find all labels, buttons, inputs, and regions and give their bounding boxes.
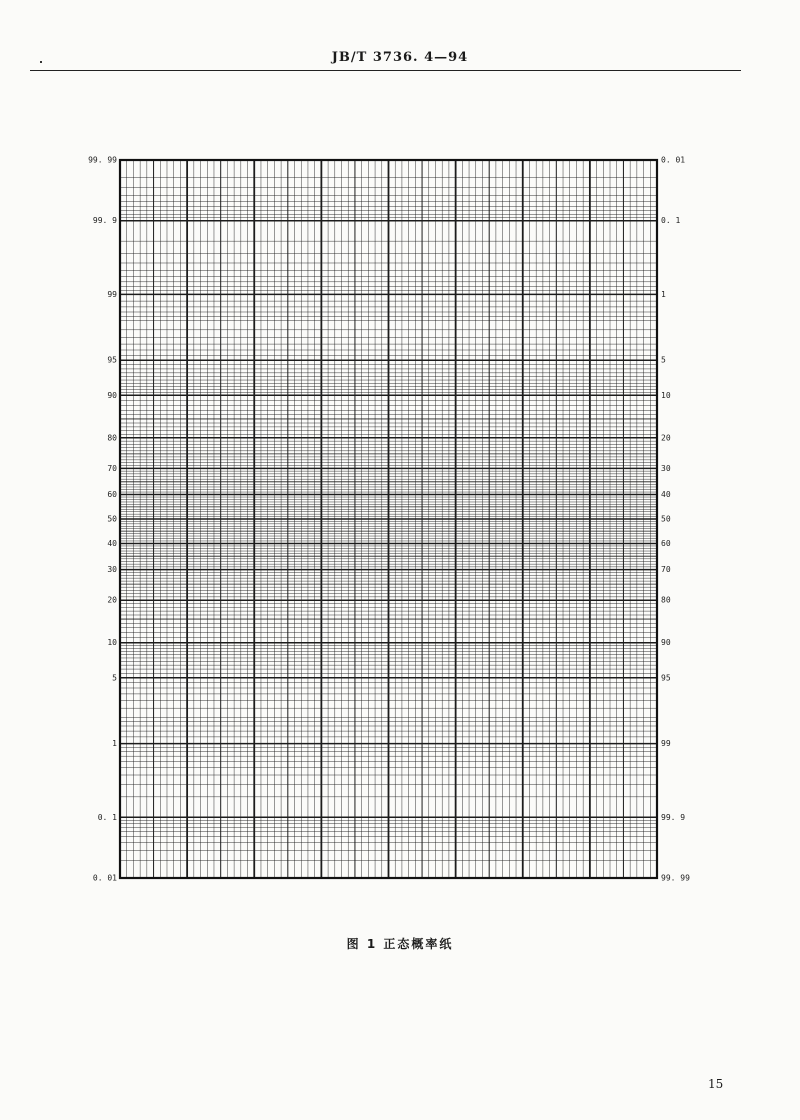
- left-axis-label: 99. 9: [92, 216, 117, 226]
- left-axis-label: 80: [107, 433, 117, 443]
- right-axis-labels: [661, 156, 690, 883]
- right-axis-label: 0. 01: [661, 155, 686, 165]
- left-axis-label: 40: [107, 538, 117, 548]
- left-axis-label: 0. 1: [97, 812, 117, 822]
- left-axis-label: 90: [107, 390, 117, 400]
- right-axis-label: 20: [661, 433, 671, 443]
- right-axis-label: 30: [661, 463, 671, 473]
- left-axis-label: 99: [107, 289, 117, 299]
- left-axis-label: 99. 99: [88, 155, 117, 165]
- standard-code-header: JB/T 3736. 4—94: [331, 50, 469, 65]
- right-axis-label: 10: [661, 390, 671, 400]
- page-number: 15: [708, 1077, 724, 1091]
- left-axis-label: 20: [107, 595, 117, 605]
- left-axis-label: 60: [107, 490, 117, 500]
- right-axis-label: 80: [661, 595, 671, 605]
- left-axis-label: 95: [107, 355, 117, 365]
- right-axis-label: 1: [661, 289, 666, 299]
- right-axis-label: 0. 1: [661, 216, 681, 226]
- left-axis-labels: [88, 156, 117, 883]
- figure-caption: 图 1 正态概率纸: [346, 937, 454, 951]
- right-axis-label: 50: [661, 514, 671, 524]
- left-axis-label: 5: [112, 673, 117, 683]
- left-axis-label: 0. 01: [92, 873, 117, 883]
- left-axis-label: 10: [107, 638, 117, 648]
- left-axis-label: 70: [107, 463, 117, 473]
- grid-lines: [120, 160, 657, 878]
- right-axis-label: 99. 99: [661, 873, 690, 883]
- left-axis-label: 30: [107, 565, 117, 575]
- right-axis-label: 99: [661, 739, 671, 749]
- right-axis-label: 90: [661, 638, 671, 648]
- left-axis-label: 50: [107, 514, 117, 524]
- right-axis-label: 99. 9: [661, 812, 686, 822]
- right-axis-label: 70: [661, 565, 671, 575]
- right-axis-label: 60: [661, 538, 671, 548]
- right-axis-label: 40: [661, 490, 671, 500]
- right-axis-label: 5: [661, 355, 666, 365]
- right-axis-label: 95: [661, 673, 671, 683]
- left-axis-label: 1: [112, 739, 117, 749]
